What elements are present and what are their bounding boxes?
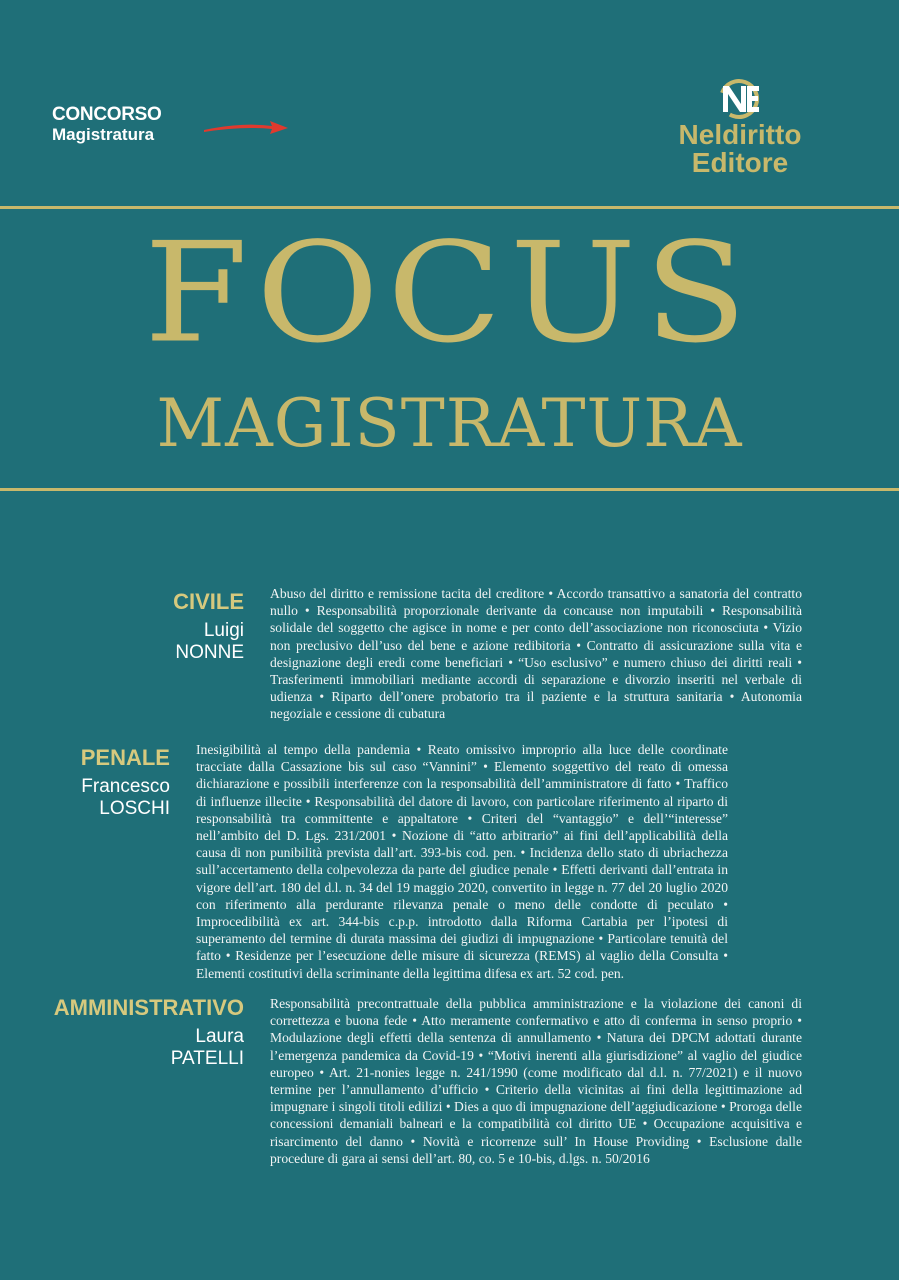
author-first-name: Luigi (203, 620, 244, 641)
section-label: CIVILE (173, 589, 244, 614)
author-last-name: PATELLI (170, 1048, 244, 1069)
section-penale-topics: Inesigibilità al tempo della pandemia • Reato omissivo improprio alla luce delle coordinate tracciate dalla Cassazione bis sul caso “Vannini” • Elemento soggettivo del reato di omessa dichiarazione e possibili interferenze con la responsabilità dell’amministratore di fatto • Traffico di influenze illecite • Responsabilità del datore di lavoro, con particolare riferimento al riparto di responsabilità tra committente e appaltatore • Criteri del “vantaggio” e dell’“interesse” nell’ambito del D. Lgs. 231/2001 • Nozione di “atto arbitrario” ai fini dell’applicabilità della causa di non punibilità prevista dall’art. 393-bis cod. pen. • Incidenza dello stato di ubriachezza sull’accertamento della colpevolezza da parte del giudice penale • Effetti derivanti dall’entrata in vigore dell’art. 180 del d.l. n. 34 del 19 maggio 2020, convertito in legge n. 77 del 20 luglio 2020 con riferimento alla perdurante rilevanza penale o meno delle condotte di peculato • Improcedibilità ex art. 344-bis c.p.p. introdotto dalla Riforma Cartabia per l’ipotesi di superamento del termine di durata massima dei giudizi di impugnazione • Particolare tenuità del fatto • Residenze per l’esecuzione delle misure di sicurezza (REMS) al vaglio della Consulta • Elementi costitutivi della scriminante della legittima difesa ex art. 52 cod. pen. (196, 742, 728, 981)
brand-line-1: CONCORSO (52, 104, 162, 125)
concorso-magistratura-logo (52, 104, 242, 150)
publisher-name-line-2: Editore (691, 147, 789, 178)
section-civile-header (24, 588, 244, 664)
author-last-name: NONNE (175, 642, 244, 663)
ne-monogram-icon (709, 78, 769, 120)
author-first-name: Francesco (81, 776, 170, 797)
red-arrow-icon (202, 118, 290, 138)
section-label: AMMINISTRATIVO (53, 995, 244, 1020)
author-last-name: LOSCHI (99, 798, 170, 819)
author-first-name: Laura (195, 1026, 244, 1047)
section-label: PENALE (80, 745, 170, 770)
section-amministrativo-topics: Responsabilità precontrattuale della pubblica amministrazione e la violazione dei canoni di correttezza e buona fede • Atto meramente confermativo e atto di conferma in senso proprio • Modulazione degli effetti della sentenza di annullamento • Natura dei DPCM adottati durante l’emergenza pandemica da Covid-19 • “Motivi inerenti alla giurisdizione” al vaglio del giudice europeo • Art. 21-nonies legge n. 241/1990 (come modificato dal d.l. n. 77/2021) e il nuovo termine per l’annullamento d’ufficio • Criterio della vicinitas ai fini della legittimazione ad impugnare i singoli titoli edilizi • Dies a quo di impugnazione dell’aggiudicazione • Proroga delle concessioni demaniali balneari e la compatibilità col diritto UE • Occupazione acquisitiva e risarcimento del danno • Novità e ricorrenze sull’ In House Providing • Esclusione dalle procedure di gara ai sensi dell’art. 80, co. 5 e 10-bis, d.lgs. n. 50/2016 (270, 996, 802, 1166)
section-penale-header (20, 744, 170, 820)
bottom-divider (0, 488, 899, 491)
title-focus: FOCUS (144, 213, 755, 374)
section-civile-topics: Abuso del diritto e remissione tacita del creditore • Accordo transattivo a sanatoria del contratto nullo • Responsabilità proporzionale derivante da concause non imputabili • Responsabilità solidale del soggetto che agisce in nome e per conto dell’associazione non riconosciuta • Vizio non preclusivo dell’uso del bene e azione redibitoria • Contratto di assicurazione sulla vita e designazione degli eredi come beneficiari • “Uso esclusivo” e numero chiuso dei diritti reali • Trasferimenti immobiliari mediante accordi di separazione e divorzio inseriti nel verbale di udienza • Riparto dell’onere probatorio tra il paziente e la struttura sanitaria • Autonomia negoziale e cessione di cubatura (270, 586, 802, 722)
publisher-name-line-1: Neldiritto (678, 119, 802, 150)
publisher-logo (660, 78, 820, 178)
title-magistratura: MAGISTRATURA (156, 385, 743, 462)
top-divider (0, 206, 899, 209)
section-amministrativo-header (4, 994, 244, 1070)
brand-line-2: Magistratura (52, 125, 155, 144)
